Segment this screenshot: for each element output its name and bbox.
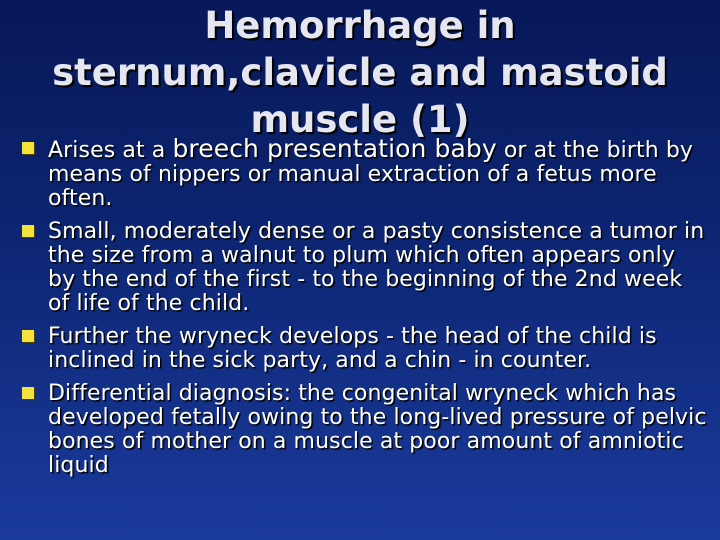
bullet-item-2 <box>18 220 708 316</box>
bullet-3-text: Further the wryneck develops - the head of the child is inclined in the sick party, and a chin - in counter. <box>48 324 657 373</box>
bullet-item-3 <box>18 325 708 373</box>
slide-title: Hemorrhage in sternum,clavicle and mastoid muscle (1) <box>52 4 668 141</box>
square-bullet-icon <box>22 225 34 237</box>
square-bullet-icon <box>22 387 34 399</box>
square-bullet-icon <box>22 330 34 342</box>
bullet-2-text: Small, moderately dense or a pasty consistence a tumor in the size from a walnut to plum which often appears only by the end of the first - to the beginning of the 2nd week of life of the child. <box>48 219 705 316</box>
bullet-item-1 <box>18 134 708 211</box>
bullet-4-text: Differential diagnosis: the congenital wryneck which has developed fetally owing to the long-lived pressure of pelvic bones of mother on a muscle at poor amount of amniotic liquid <box>48 381 707 478</box>
bullet-1-prefix: Arises at a <box>48 138 173 163</box>
bullet-1-suffix: or at the birth by means of nippers or manual extraction of a fetus more often. <box>48 138 694 211</box>
bullet-1-emphasis: breech presentation baby <box>172 134 497 163</box>
square-bullet-icon <box>22 142 34 154</box>
bullet-item-4 <box>18 382 708 478</box>
bullet-list <box>18 134 708 487</box>
